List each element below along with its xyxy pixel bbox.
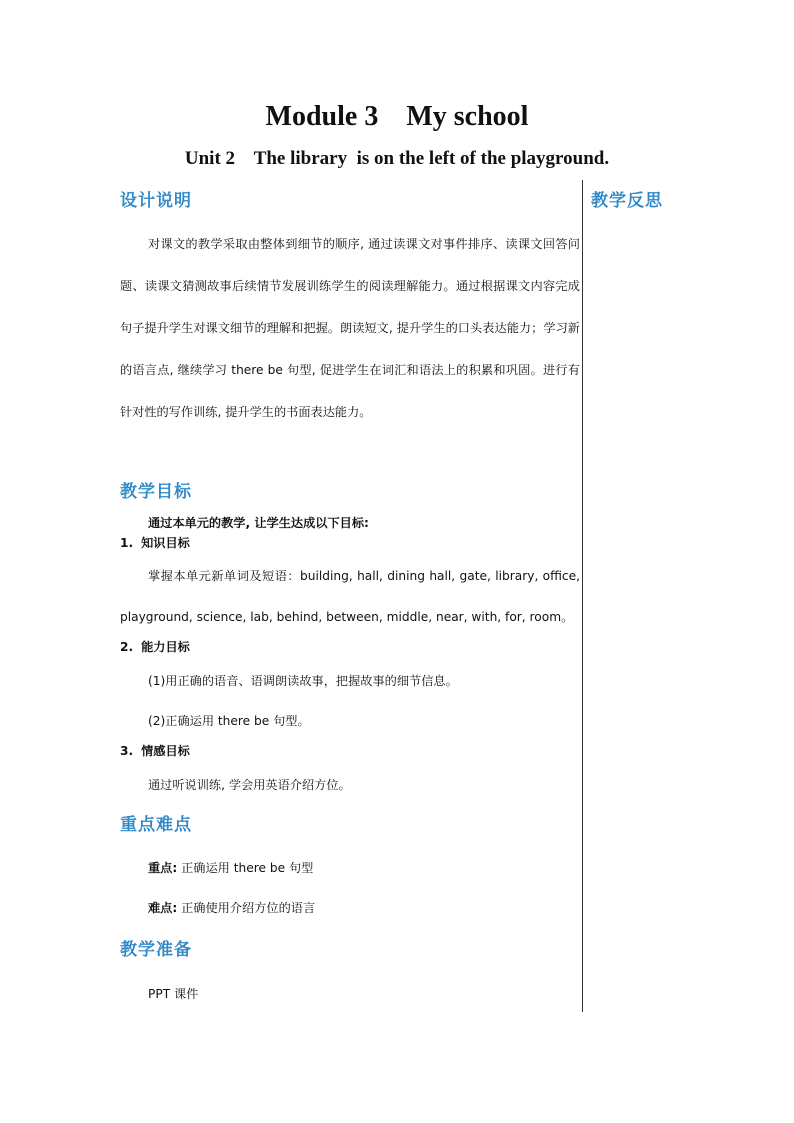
prep-text: PPT 课件 <box>148 987 199 1001</box>
section-heading-prep: 教学准备 <box>120 940 192 960</box>
section-heading-design: 设计说明 <box>120 191 192 211</box>
key-point <box>148 859 313 877</box>
hard-point-label: 难点: <box>148 901 178 915</box>
goal-ability-number: 2. <box>120 640 134 654</box>
key-point-label: 重点: <box>148 861 178 875</box>
design-description: 对课文的教学采取由整体到细节的顺序, 通过读课文对事件排序、读课文回答问题、读课文猜测故事后续情节发展训练学生的阅读理解能力。通过根据课文内容完成句子提升学生对课文细节的理解和把握。朗读短文, 提升学生的口头表达能力；学习新的语言点, 继续学习 there be 句型, 促进学生在词汇和语法上的积累和巩固。进行有针对性的写作训练, 提升学生的书面表达能力。 <box>120 237 580 419</box>
page-title: Module 3 My school <box>265 101 529 132</box>
section-heading-goals: 教学目标 <box>120 482 192 502</box>
goals-intro: 通过本单元的教学, 让学生达成以下目标: <box>148 516 369 530</box>
goal-knowledge-label: 知识目标 <box>141 536 190 550</box>
hard-point-text: 正确使用介绍方位的语言 <box>177 901 316 915</box>
goal-emotion-number: 3. <box>120 744 134 758</box>
goal-emotion-text: 通过听说训练, 学会用英语介绍方位。 <box>148 778 351 792</box>
key-point-text: 正确运用 there be 句型 <box>177 861 314 875</box>
goal-emotion-title <box>120 742 190 760</box>
hard-point <box>148 899 315 917</box>
goal-ability-label: 能力目标 <box>141 640 190 654</box>
section-heading-keypoints: 重点难点 <box>120 815 192 835</box>
goal-ability-item-2: (2)正确运用 there be 句型。 <box>148 714 310 728</box>
goal-knowledge-number: 1. <box>120 536 134 550</box>
goal-ability-item-1: (1)用正确的语音、语调朗读故事，把握故事的细节信息。 <box>148 674 458 688</box>
goal-ability-title <box>120 638 190 656</box>
section-heading-reflection: 教学反思 <box>591 191 663 211</box>
goal-emotion-label: 情感目标 <box>141 744 190 758</box>
page-subtitle: Unit 2 The library is on the left of the playground. <box>184 148 610 169</box>
goal-knowledge-title <box>120 534 190 552</box>
goal-knowledge-text: 掌握本单元新单词及短语：building, hall, dining hall, gate, library, office, playground, science, lab, behind, between, middle, near, with, for, room。 <box>120 569 580 624</box>
column-divider <box>582 180 583 1012</box>
